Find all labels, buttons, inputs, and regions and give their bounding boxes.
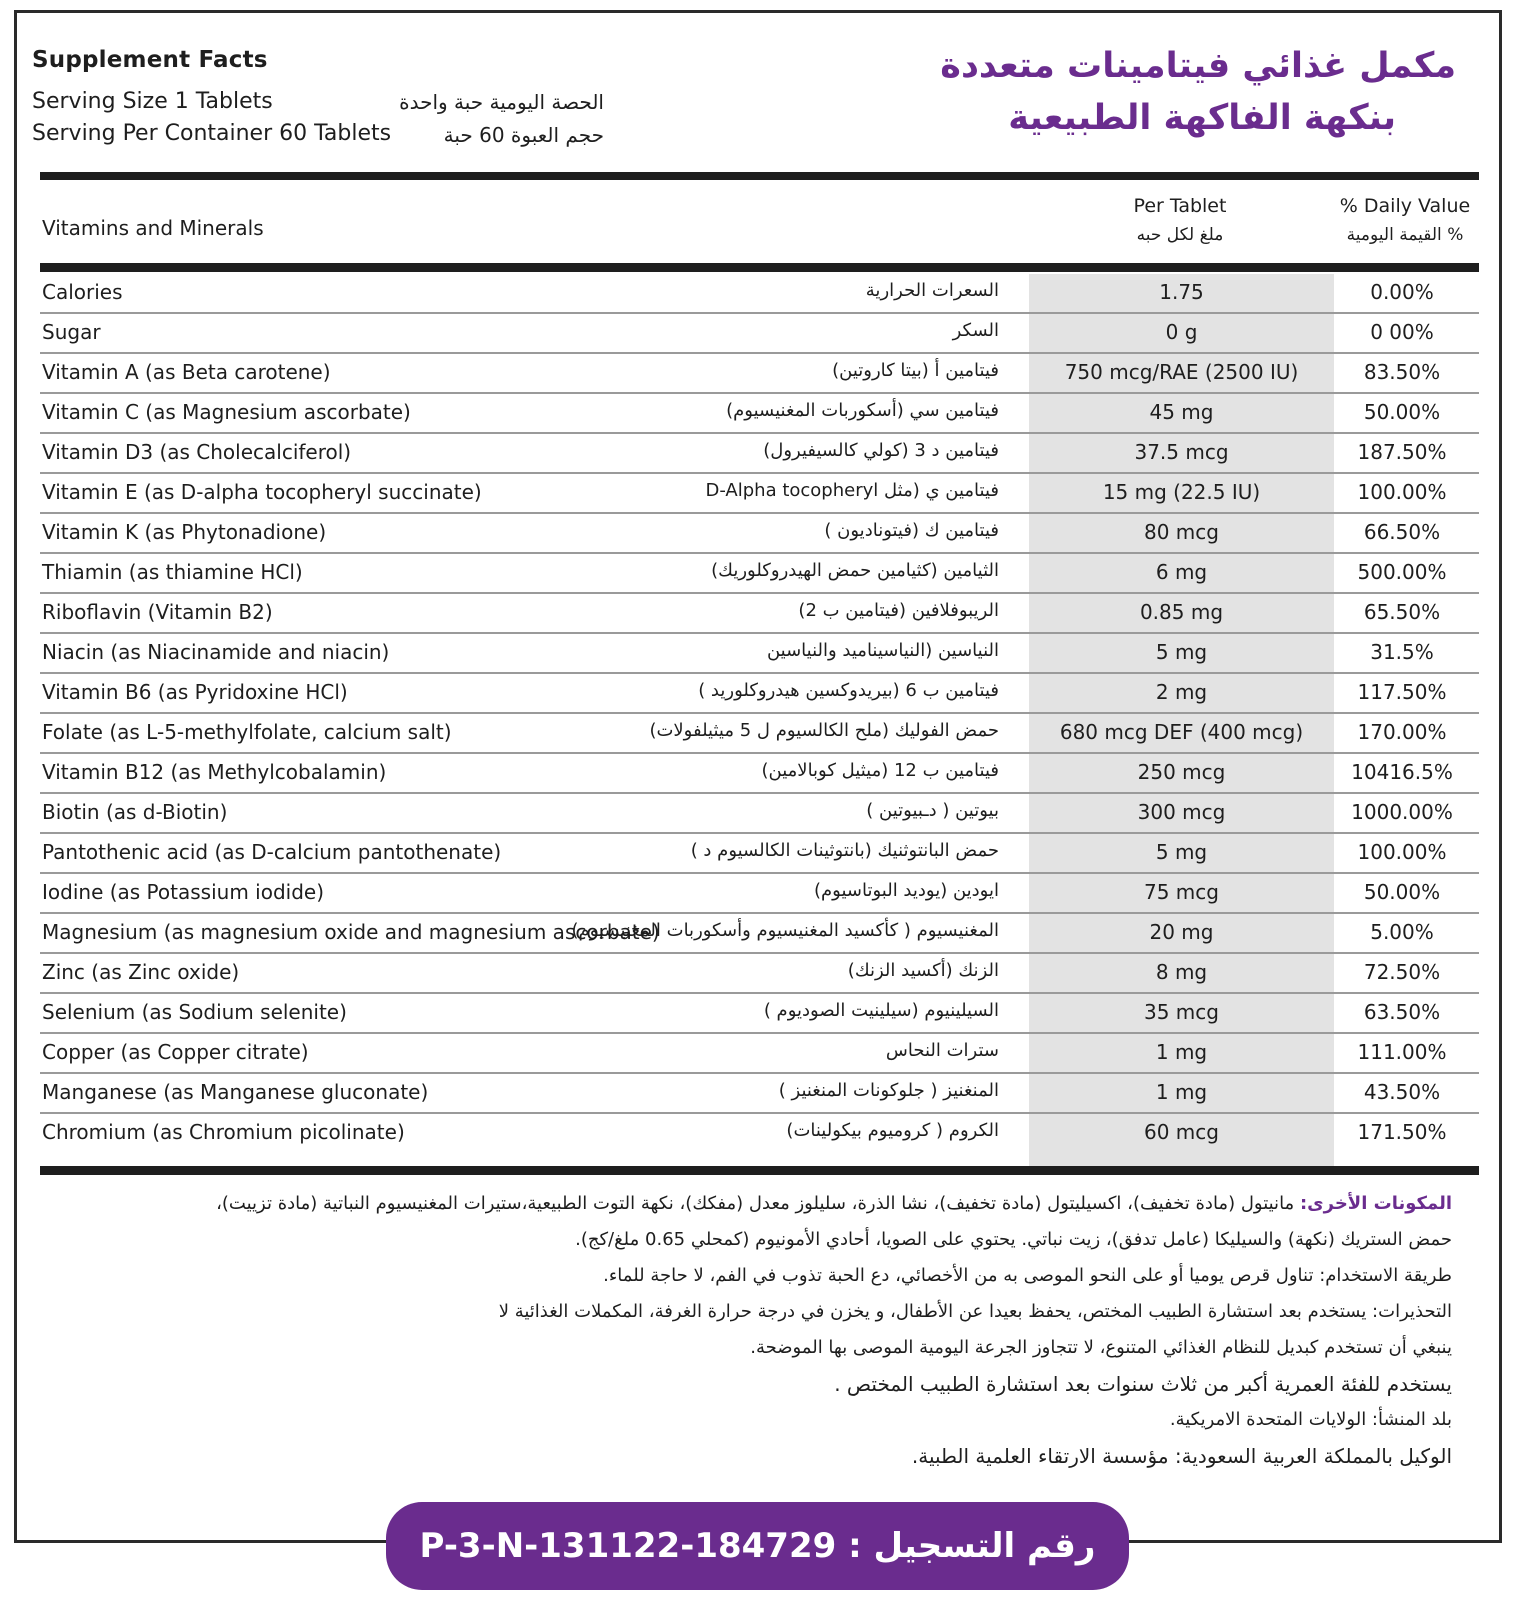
nutrient-name-ar: الزنك (أكسيد الزنك) (847, 960, 999, 981)
nutrient-name-en: Vitamin B6 (as Pyridoxine HCl) (42, 680, 348, 704)
serving-size-ar: الحصة اليومية حبة واحدة (399, 90, 604, 114)
daily-value: 100.00% (1357, 840, 1447, 864)
nutrient-name-en: Vitamin B12 (as Methylcobalamin) (42, 760, 387, 784)
daily-value: 65.50% (1363, 600, 1441, 624)
daily-value: 171.50% (1357, 1120, 1447, 1144)
nutrient-name-en: Chromium (as Chromium picolinate) (42, 1120, 405, 1144)
other-ingredients-line2: حمض الستريك (نكهة) والسيليكا (عامل تدفق)، زيت نباتي. يحتوي على الصويا، أحادي الأمونيوم (كمحلي 0.65 ملغ/كج). (575, 1229, 1452, 1250)
nutrient-name-ar: حمض الفوليك (ملح الكالسيوم ل 5 ميثيلفولات) (649, 720, 999, 741)
per-tablet-value: 750 mcg/RAE (2500 IU) (1064, 360, 1299, 384)
nutrient-name-en: Sugar (42, 320, 101, 344)
nutrient-name-en: Vitamin E (as D-alpha tocopheryl succinate) (42, 480, 482, 504)
per-tablet-value: 1.75 (1159, 280, 1204, 304)
nutrient-name-ar: السعرات الحرارية (865, 280, 999, 301)
table-row (40, 394, 1479, 434)
nutrient-name-ar: المغنيسيوم ( كأكسيد المغنيسيوم وأسكوربات المغنيسيوم) (571, 920, 999, 941)
per-tablet-value: 8 mg (1155, 960, 1208, 984)
col-header-daily-value-ar: % القيمة اليومية (1346, 225, 1464, 245)
nutrient-name-ar: فيتامين ك (فيتوناديون ) (824, 520, 999, 541)
daily-value: 170.00% (1357, 720, 1447, 744)
daily-value: 187.50% (1357, 440, 1447, 464)
nutrient-name-en: Calories (42, 280, 123, 304)
per-tablet-value: 680 mcg DEF (400 mcg) (1059, 720, 1304, 744)
other-ingredients-line1 (140, 1186, 1452, 1222)
per-tablet-value: 2 mg (1155, 680, 1208, 704)
per-tablet-value: 0.85 mg (1139, 600, 1224, 624)
nutrient-name-ar: فيتامين ب 6 (بيريدوكسين هيدروكلوريد ) (698, 680, 999, 701)
nutrient-name-ar: الريبوفلافين (فيتامين ب 2) (798, 600, 999, 621)
nutrient-name-ar: حمض البانتوثنيك (بانتوثينات الكالسيوم د ) (690, 840, 999, 861)
nutrient-name-ar: المنغنيز ( جلوكونات المنغنيز ) (778, 1080, 999, 1101)
nutrient-name-ar: فيتامين ب 12 (ميثيل كوبالامين) (761, 760, 999, 781)
per-tablet-value: 5 mg (1155, 840, 1208, 864)
table-row (40, 714, 1479, 754)
nutrient-name-en: Manganese (as Manganese gluconate) (42, 1080, 429, 1104)
table-row (40, 954, 1479, 994)
nutrient-name-ar: الكروم ( كروميوم بيكولينات) (786, 1120, 999, 1141)
daily-value: 43.50% (1363, 1080, 1441, 1104)
daily-value: 50.00% (1363, 880, 1441, 904)
nutrient-name-ar: بيوتين ( دـبيوتين ) (866, 800, 999, 821)
per-tablet-value: 1 mg (1155, 1080, 1208, 1104)
header-rule (40, 263, 1479, 272)
top-rule (40, 172, 1479, 180)
daily-value: 111.00% (1357, 1040, 1447, 1064)
notes-block (140, 1186, 1452, 1474)
other-ingredients-label: المكونات الأخرى: (1299, 1193, 1452, 1214)
registration-number: رقم التسجيل : P-3-N-131122-184729 (419, 1526, 1096, 1566)
nutrient-name-en: Copper (as Copper citrate) (42, 1040, 309, 1064)
daily-value: 5.00% (1370, 920, 1434, 944)
col-header-per-tablet-ar: ملغ لكل حبه (1136, 225, 1224, 245)
daily-value: 63.50% (1363, 1000, 1441, 1024)
table-row (40, 994, 1479, 1034)
nutrient-name-en: Folate (as L-5-methylfolate, calcium salt) (42, 720, 452, 744)
product-title-line1: مكمل غذائي فيتامينات متعددة (940, 46, 1456, 86)
origin-note: بلد المنشأ: الولايات المتحدة الامريكية. (1169, 1409, 1452, 1430)
per-tablet-value: 6 mg (1155, 560, 1208, 584)
table-row (40, 914, 1479, 954)
nutrient-name-ar: ايودين (يوديد البوتاسيوم) (814, 880, 999, 901)
nutrient-name-ar: السكر (952, 320, 999, 341)
nutrient-name-en: Selenium (as Sodium selenite) (42, 1000, 347, 1024)
daily-value: 83.50% (1363, 360, 1441, 384)
col-header-vitamins: Vitamins and Minerals (42, 216, 264, 240)
nutrient-name-ar: فيتامين ي (مثل D-Alpha tocopheryl (705, 480, 999, 501)
daily-value: 117.50% (1357, 680, 1447, 704)
per-tablet-value: 5 mg (1155, 640, 1208, 664)
nutrient-name-ar: الثيامين (كثيامين حمض الهيدروكلوريك) (711, 560, 999, 581)
nutrient-name-en: Vitamin K (as Phytonadione) (42, 520, 327, 544)
nutrient-name-en: Zinc (as Zinc oxide) (42, 960, 240, 984)
table-row (40, 874, 1479, 914)
per-tablet-value: 300 mcg (1137, 800, 1226, 824)
nutrient-name-en: Niacin (as Niacinamide and niacin) (42, 640, 390, 664)
daily-value: 500.00% (1357, 560, 1447, 584)
servings-per-container-ar: حجم العبوة 60 حبة (443, 123, 604, 147)
daily-value: 10416.5% (1351, 760, 1453, 784)
table-row (40, 754, 1479, 794)
per-tablet-value: 0 g (1165, 320, 1198, 344)
daily-value: 31.5% (1370, 640, 1434, 664)
nutrient-name-en: Riboflavin (Vitamin B2) (42, 600, 273, 624)
nutrient-name-ar: سترات النحاس (885, 1040, 999, 1061)
per-tablet-value: 35 mcg (1144, 1000, 1219, 1024)
per-tablet-value: 1 mg (1155, 1040, 1208, 1064)
daily-value: 0.00% (1370, 280, 1434, 304)
table-row (40, 474, 1479, 514)
daily-value: 1000.00% (1351, 800, 1453, 824)
other-ingredients-text: مانيتول (مادة تخفيف)، اكسيليتول (مادة تخفيف)، نشا الذرة، سليلوز معدل (مفكك)، نكهة التوت الطبيعية،ستيرات المغنيسيوم النباتية (مادة تزييت)، (216, 1193, 1295, 1214)
warnings-line2: ينبغي أن تستخدم كبديل للنظام الغذائي المتنوع، لا تتجاوز الجرعة اليومية الموصى بها الموضحة. (750, 1337, 1452, 1358)
agent-note: الوكيل بالمملكة العربية السعودية: مؤسسة الارتقاء العلمية الطبية. (911, 1444, 1452, 1468)
per-tablet-value: 15 mg (22.5 IU) (1102, 480, 1261, 504)
age-note: يستخدم للفئة العمرية أكبر من ثلاث سنوات بعد استشارة الطبيب المختص . (834, 1372, 1452, 1396)
table-row (40, 634, 1479, 674)
supplement-facts-title: Supplement Facts (32, 47, 268, 73)
table-row (40, 794, 1479, 834)
table-row (40, 1114, 1479, 1154)
daily-value: 72.50% (1363, 960, 1441, 984)
col-header-per-tablet (1090, 192, 1270, 250)
col-header-per-tablet-en: Per Tablet (1133, 195, 1227, 217)
nutrient-name-en: Thiamin (as thiamine HCl) (42, 560, 303, 584)
nutrient-name-ar: فيتامين د 3 (كولي كالسيفيرول) (763, 440, 999, 461)
table-row (40, 314, 1479, 354)
per-tablet-value: 250 mcg (1137, 760, 1226, 784)
nutrient-name-ar: النياسين (النياسيناميد والنياسين (766, 640, 999, 661)
daily-value: 100.00% (1357, 480, 1447, 504)
table-row (40, 1074, 1479, 1114)
nutrient-name-ar: فيتامين سي (أسكوربات المغنيسيوم) (726, 400, 999, 421)
table-row (40, 674, 1479, 714)
serving-size-en: Serving Size 1 Tablets (32, 89, 273, 114)
table-row (40, 1034, 1479, 1074)
product-title-line2: بنكهة الفاكهة الطبيعية (1008, 98, 1396, 138)
nutrient-name-en: Magnesium (as magnesium oxide and magnesium ascorbate) (42, 920, 660, 944)
table-row (40, 594, 1479, 634)
col-header-daily-value-en: % Daily Value (1339, 195, 1471, 217)
warnings-line1: التحذيرات: يستخدم بعد استشارة الطبيب المختص، يحفظ بعيدا عن الأطفال، و يخزن في درجة حرارة الغرفة، المكملات الغذائية لا (498, 1301, 1452, 1322)
per-tablet-value: 20 mg (1149, 920, 1214, 944)
usage-note: طريقة الاستخدام: تناول قرص يوميا أو على النحو الموصى به من الأخصائي، دع الحبة تذوب في الفم، لا حاجة للماء. (603, 1265, 1452, 1286)
table-row (40, 554, 1479, 594)
col-header-daily-value (1330, 192, 1480, 250)
per-tablet-value: 75 mcg (1144, 880, 1219, 904)
nutrient-name-ar: فيتامين أ (بيتا كاروتين) (832, 360, 999, 381)
per-tablet-value: 37.5 mcg (1134, 440, 1229, 464)
table-row (40, 434, 1479, 474)
table-row (40, 514, 1479, 554)
servings-per-container-en: Serving Per Container 60 Tablets (32, 121, 392, 146)
per-tablet-value: 45 mg (1149, 400, 1214, 424)
nutrient-name-ar: السيلينيوم (سيلينيت الصوديوم ) (763, 1000, 999, 1021)
table-row (40, 274, 1479, 314)
table-row (40, 834, 1479, 874)
per-tablet-value: 60 mcg (1144, 1120, 1219, 1144)
per-tablet-value: 80 mcg (1144, 520, 1219, 544)
daily-value: 0 00% (1370, 320, 1434, 344)
bottom-rule (40, 1166, 1479, 1175)
nutrient-name-en: Vitamin D3 (as Cholecalciferol) (42, 440, 352, 464)
daily-value: 66.50% (1363, 520, 1441, 544)
nutrient-name-en: Iodine (as Potassium iodide) (42, 880, 325, 904)
nutrient-name-en: Biotin (as d-Biotin) (42, 800, 228, 824)
table-row (40, 354, 1479, 394)
nutrient-name-en: Pantothenic acid (as D-calcium pantothenate) (42, 840, 502, 864)
nutrient-name-en: Vitamin A (as Beta carotene) (42, 360, 331, 384)
registration-badge (386, 1502, 1129, 1590)
nutrient-name-en: Vitamin C (as Magnesium ascorbate) (42, 400, 411, 424)
daily-value: 50.00% (1363, 400, 1441, 424)
